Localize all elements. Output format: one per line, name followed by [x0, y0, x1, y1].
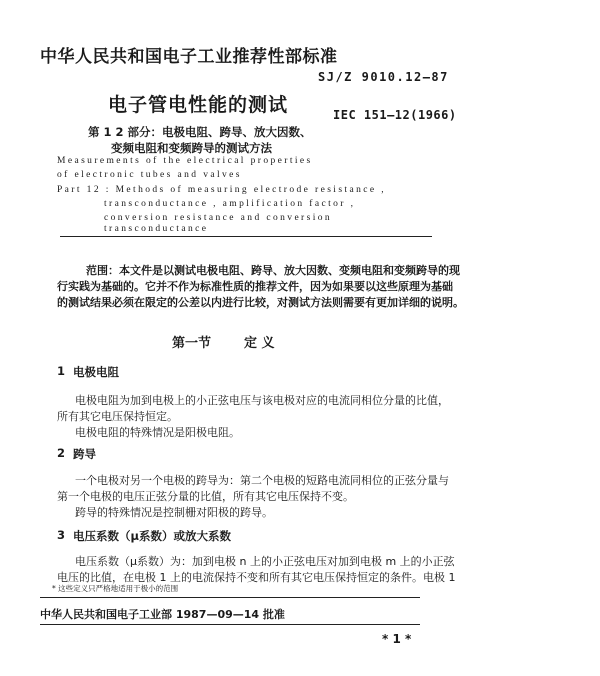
- item-3-heading: 电压系数（μ系数）或放大系数: [73, 529, 231, 543]
- item-1-line-1: 电极电阻为加到电极上的小正弦电压与该电极对应的电流同相位分量的比值，: [75, 394, 449, 407]
- item-1-line-3: 电极电阻的特殊情况是阳极电阻。: [75, 426, 240, 439]
- item-2-number: 2: [57, 446, 66, 460]
- footnote: * 这些定义只严格地适用于极小的范围: [52, 584, 179, 593]
- item-2-line-2: 第一个电极的电压正弦分量的比值，所有其它电压保持不变。: [57, 490, 354, 503]
- item-2-heading: 跨导: [73, 447, 96, 461]
- ministry-standard-heading: 中华人民共和国电子工业推荐性部标准: [40, 47, 338, 67]
- item-1-line-2: 所有其它电压保持恒定。: [57, 410, 178, 423]
- standard-code: SJ/Z 9010.12—87: [318, 70, 449, 84]
- item-3-number: 3: [57, 528, 66, 542]
- item-2-line-3: 跨导的特殊情况是控制栅对阳极的跨导。: [75, 506, 273, 519]
- approval-line: 中华人民共和国电子工业部 1987—09—14 批准: [40, 608, 285, 621]
- scope-line-2: 行实践为基础的。它并不作为标准性质的推荐文件，因为如果要以这些原理为基础: [57, 280, 453, 293]
- item-1-number: 1: [57, 364, 66, 378]
- section-title: 定 义: [244, 336, 275, 351]
- subtitle-en-line-2: of electronic tubes and valves: [57, 170, 242, 180]
- subtitle-en-line-5: conversion resistance and conversion: [104, 213, 333, 223]
- document-title: 电子管电性能的测试: [108, 94, 289, 116]
- subtitle-en-line-4: transconductance , amplification factor ,: [104, 199, 356, 209]
- item-3-line-1: 电压系数（μ系数）为：加到电极 n 上的小正弦电压对加到电极 m 上的小正弦: [75, 555, 455, 568]
- item-2-line-1: 一个电极对另一个电极的跨导为：第二个电极的短路电流同相位的正弦分量与: [75, 474, 449, 487]
- section-number: 第一节: [172, 336, 212, 351]
- page-number: * 1 *: [382, 632, 412, 646]
- subtitle-en-line-1: Measurements of the electrical properties: [57, 156, 313, 166]
- footer-divider-bottom: [40, 624, 420, 625]
- footer-divider-top: [40, 597, 420, 598]
- subtitle-cn-line-1: 第 1 2 部分：电极电阻、跨导、放大因数、: [88, 125, 312, 139]
- scope-line-3: 的测试结果必须在限定的公差以内进行比较，对测试方法则需要有更加详细的说明。: [57, 296, 464, 309]
- scope-line-1: 范围：本文件是以测试电极电阻、跨导、放大因数、变频电阻和变频跨导的现: [86, 264, 460, 277]
- item-3-line-2: 电压的比值，在电极 1 上的电流保持不变和所有其它电压保持恒定的条件。电极 1: [57, 571, 456, 584]
- subtitle-cn-line-2: 变频电阻和变频跨导的测试方法: [111, 141, 272, 155]
- header-divider: [60, 236, 432, 237]
- iec-code: IEC 151—12(1966): [333, 108, 457, 122]
- subtitle-en-line-3: Part 12 : Methods of measuring electrode resistance ,: [57, 185, 387, 195]
- subtitle-en-line-6: transconductance: [104, 224, 209, 234]
- item-1-heading: 电极电阻: [73, 365, 119, 379]
